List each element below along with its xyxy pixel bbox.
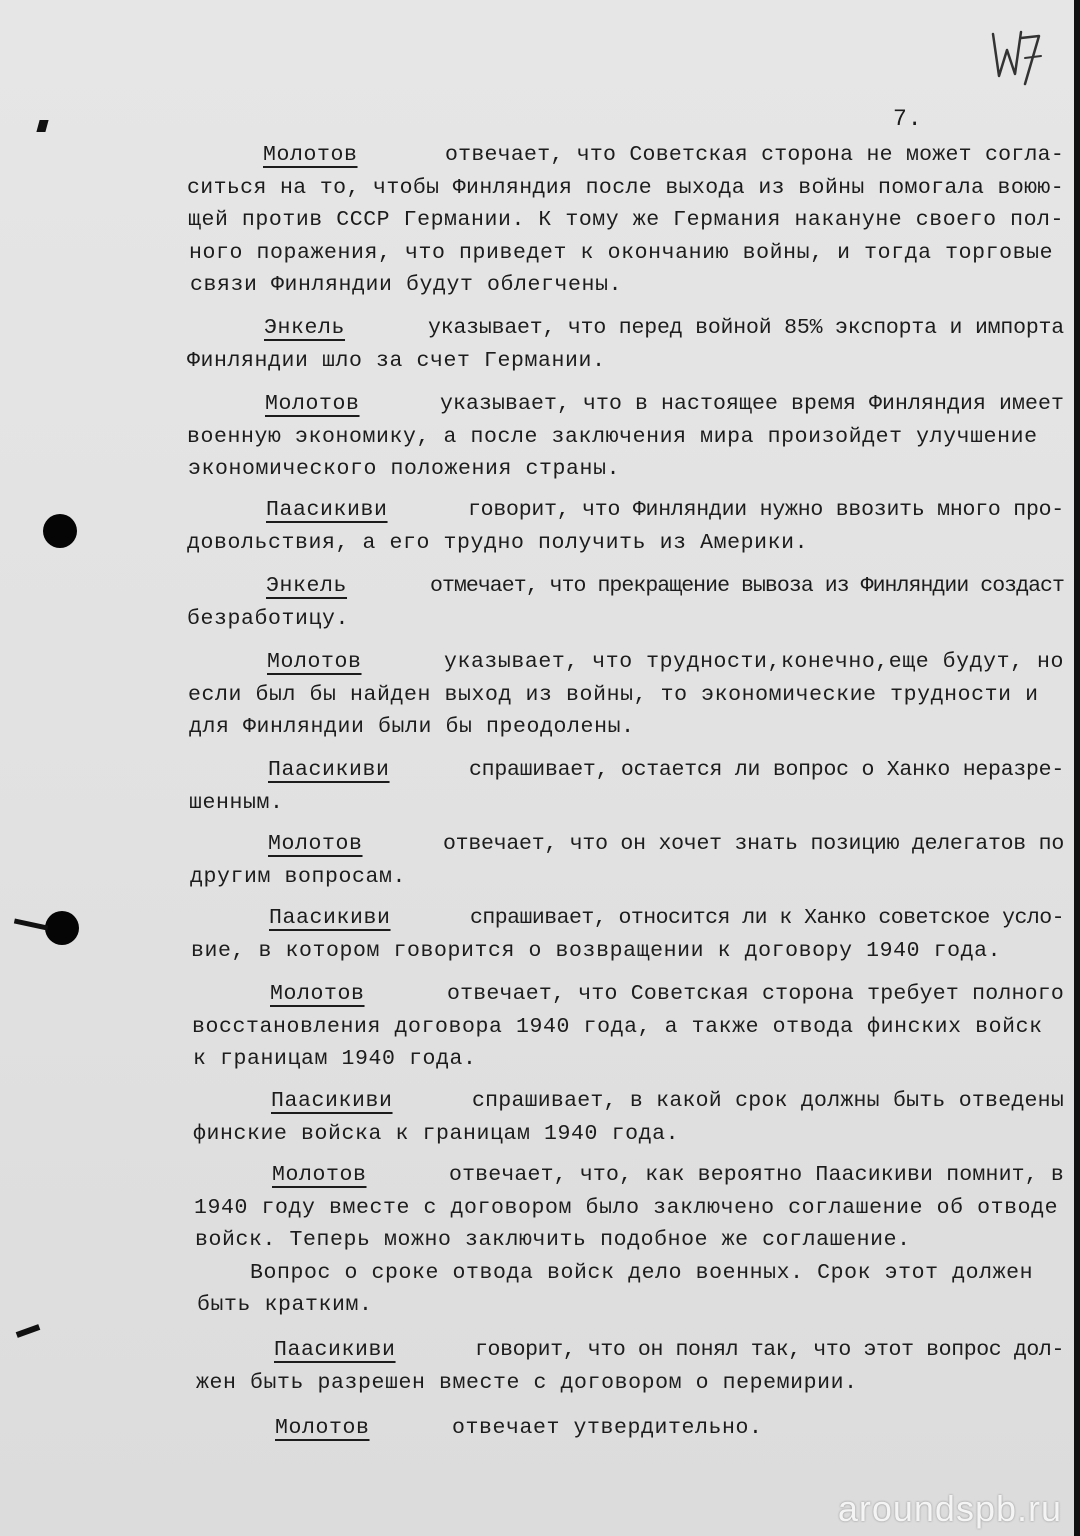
paragraph-first-line: указывает, что трудности,конечно,еще будут, но	[444, 650, 1064, 674]
paragraph-line: военную экономику, а после заключения мира произойдет улучшение	[187, 424, 1038, 449]
paragraph-line: Финляндии шло за счет Германии.	[187, 348, 606, 373]
speaker-name: Энкель	[264, 316, 346, 340]
paragraph-first-line: спрашивает, относится ли к Ханко советское усло-	[470, 906, 1064, 930]
paragraph-line: если был бы найден выход из войны, то экономические трудности и	[188, 682, 1039, 707]
speaker-name: Молотов	[263, 143, 358, 167]
paragraph-line: ситься на то, чтобы Финляндия после выхода из войны помогала воюю-	[187, 175, 1064, 200]
paragraph-first-line: спрашивает, остается ли вопрос о Ханко неразре-	[469, 758, 1064, 782]
paragraph-line: Вопрос о сроке отвода войск дело военных. Срок этот должен	[196, 1260, 1034, 1285]
paragraph-line: шенным.	[189, 790, 284, 815]
paragraph-first-line: указывает, что перед войной 85% экспорта и импорта	[428, 316, 1064, 340]
paragraph-first-line: отвечает утвердительно.	[452, 1416, 763, 1440]
paragraph-first-line: говорит, что он понял так, что этот вопрос дол-	[475, 1338, 1064, 1362]
page-number: 7.	[893, 106, 923, 132]
paragraph-line: довольствия, а его трудно получить из Америки.	[187, 530, 809, 555]
paragraph-first-line: говорит, что Финляндии нужно ввозить много про-	[468, 498, 1064, 522]
paragraph-first-line: отмечает, что прекращение вывоза из Финляндии создаст	[430, 574, 1064, 598]
speaker-name: Паасикиви	[268, 758, 390, 782]
speaker-name: Молотов	[275, 1416, 370, 1440]
paragraph-line: другим вопросам.	[190, 864, 407, 889]
speaker-name: Паасикиви	[269, 906, 391, 930]
speaker-name: Молотов	[267, 650, 362, 674]
speaker-name: Молотов	[265, 392, 360, 416]
paragraph-line: для Финляндии были бы преодолены.	[189, 715, 635, 739]
paragraph-line: связи Финляндии будут облегчены.	[190, 273, 623, 297]
speaker-name: Паасикиви	[266, 498, 388, 522]
paragraph-first-line: спрашивает, в какой срок должны быть отведены	[472, 1089, 1064, 1113]
paragraph-line: щей против СССР Германии. К тому же Германия накануне своего пол-	[188, 208, 1064, 232]
paragraph-line: безработицу.	[187, 606, 350, 631]
paragraph-first-line: отвечает, что он хочет знать позицию делегатов по	[443, 832, 1064, 856]
paragraph-line: ного поражения, что приведет к окончанию войны, и тогда торговые	[189, 240, 1054, 265]
speaker-name: Паасикиви	[274, 1338, 396, 1362]
paragraph-line: жен быть разрешен вместе с договором о перемирии.	[196, 1370, 858, 1395]
speaker-name: Паасикиви	[271, 1089, 393, 1113]
paragraph-first-line: отвечает, что, как вероятно Паасикиви помнит, в	[449, 1163, 1064, 1187]
paragraph-line: к границам 1940 года.	[193, 1047, 477, 1071]
watermark: aroundspb.ru	[837, 1488, 1062, 1529]
paragraph-line: 1940 году вместе с договором было заключено соглашение об отводе	[194, 1195, 1059, 1220]
speaker-name: Молотов	[268, 832, 363, 856]
paragraph-line: экономического положения страны.	[188, 457, 621, 481]
paragraph-line: быть кратким.	[197, 1293, 373, 1317]
paragraph-line: финские войска к границам 1940 года.	[193, 1121, 680, 1146]
paragraph-line: восстановления договора 1940 года, а также отвода финских войск	[192, 1014, 1043, 1039]
paragraph-first-line: отвечает, что Советская сторона требует полного	[447, 982, 1064, 1006]
paragraph-first-line: отвечает, что Советская сторона не может согла-	[445, 143, 1064, 167]
paragraph-line: вие, в котором говорится о возвращении к договору 1940 года.	[191, 938, 1002, 963]
paragraph-line: войск. Теперь можно заключить подобное же соглашение.	[195, 1228, 911, 1252]
speaker-name: Энкель	[266, 574, 348, 598]
speaker-name: Молотов	[272, 1163, 367, 1187]
paragraph-first-line: указывает, что в настоящее время Финляндия имеет	[440, 392, 1064, 416]
speaker-name: Молотов	[270, 982, 365, 1006]
